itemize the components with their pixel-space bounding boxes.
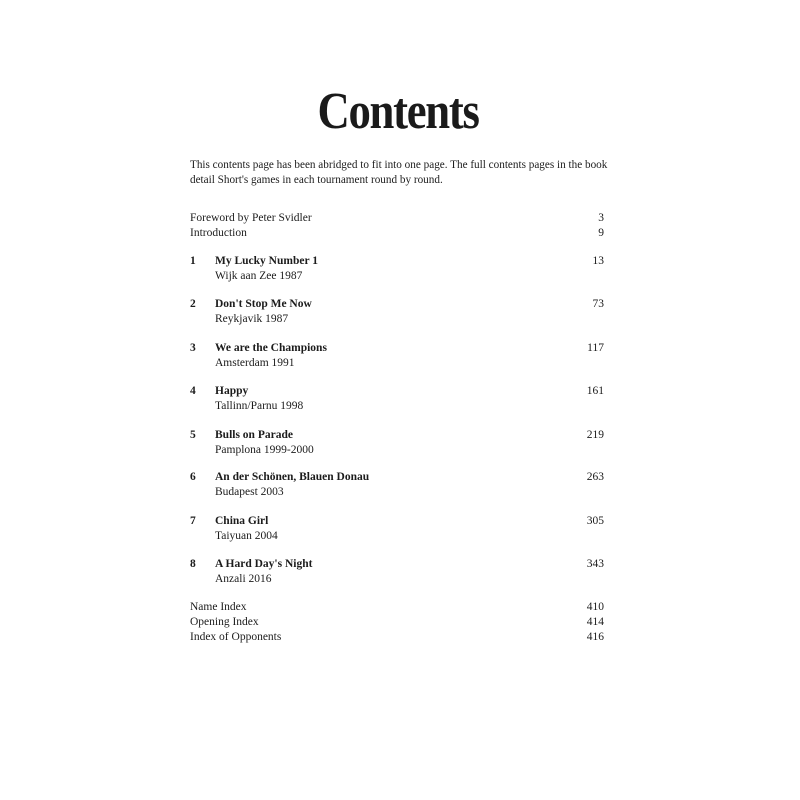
chapter-title: China Girl	[215, 515, 269, 527]
page-title: Contents	[317, 83, 479, 140]
chapter-subtitle: Anzali 2016	[215, 573, 272, 585]
toc-entry-foreword[interactable]	[190, 211, 606, 226]
chapter-subtitle: Reykjavik 1987	[215, 313, 289, 325]
toc-entry-page: 3	[598, 212, 604, 224]
chapter-title: An der Schönen, Blauen Donau	[215, 471, 370, 483]
chapter-title: Happy	[215, 385, 249, 397]
chapter-page: 161	[586, 385, 604, 397]
toc-entry-name-index[interactable]	[190, 600, 606, 615]
chapter-subtitle: Budapest 2003	[215, 486, 284, 498]
chapter-page: 117	[587, 342, 604, 354]
chapter-number: 6	[190, 471, 196, 483]
chapter-title: A Hard Day's Night	[215, 558, 313, 570]
chapter-subtitle: Taiyuan 2004	[215, 530, 278, 542]
toc-entry-label: Foreword by Peter Svidler	[190, 212, 312, 224]
chapter-subtitle: Pamplona 1999-2000	[215, 444, 314, 456]
toc-entry-page: 416	[586, 631, 604, 643]
toc-entry-label: Index of Opponents	[190, 631, 282, 643]
toc-entry-label: Introduction	[190, 227, 247, 239]
toc-entry-label: Name Index	[190, 601, 247, 613]
front-matter-list	[190, 211, 606, 241]
chapter-page: 343	[586, 558, 604, 570]
chapter-subtitle: Amsterdam 1991	[215, 357, 295, 369]
contents-page	[190, 0, 606, 800]
chapter-title: My Lucky Number 1	[215, 255, 318, 267]
chapter-title: We are the Champions	[215, 342, 327, 354]
chapter-page: 73	[592, 298, 604, 310]
toc-entry-label: Opening Index	[190, 616, 259, 628]
chapter-subtitle: Wijk aan Zee 1987	[215, 270, 303, 282]
toc-entry-opening-index[interactable]	[190, 615, 606, 630]
toc-entry-introduction[interactable]	[190, 226, 606, 241]
toc-entry-page: 414	[586, 616, 604, 628]
chapter-number: 1	[190, 255, 196, 267]
intro-paragraph: This contents page has been abridged to fit into one page. The full contents pages in the book detail Short's games in each tournament round by round.	[190, 159, 608, 186]
chapter-page: 219	[586, 429, 604, 441]
chapter-number: 5	[190, 429, 196, 441]
chapter-page: 305	[586, 515, 604, 527]
chapter-title: Bulls on Parade	[215, 429, 293, 441]
toc-entry-index-of-opponents[interactable]	[190, 630, 606, 645]
toc-entry-page: 410	[586, 601, 604, 613]
chapter-subtitle: Tallinn/Parnu 1998	[215, 400, 304, 412]
chapter-page: 263	[586, 471, 604, 483]
chapter-number: 8	[190, 558, 196, 570]
chapter-number: 7	[190, 515, 196, 527]
chapter-title: Don't Stop Me Now	[215, 298, 312, 310]
back-matter-list	[190, 600, 606, 645]
chapter-page: 13	[592, 255, 604, 267]
chapter-number: 4	[190, 385, 196, 397]
chapter-number: 3	[190, 342, 196, 354]
chapter-number: 2	[190, 298, 196, 310]
toc-entry-page: 9	[598, 227, 604, 239]
